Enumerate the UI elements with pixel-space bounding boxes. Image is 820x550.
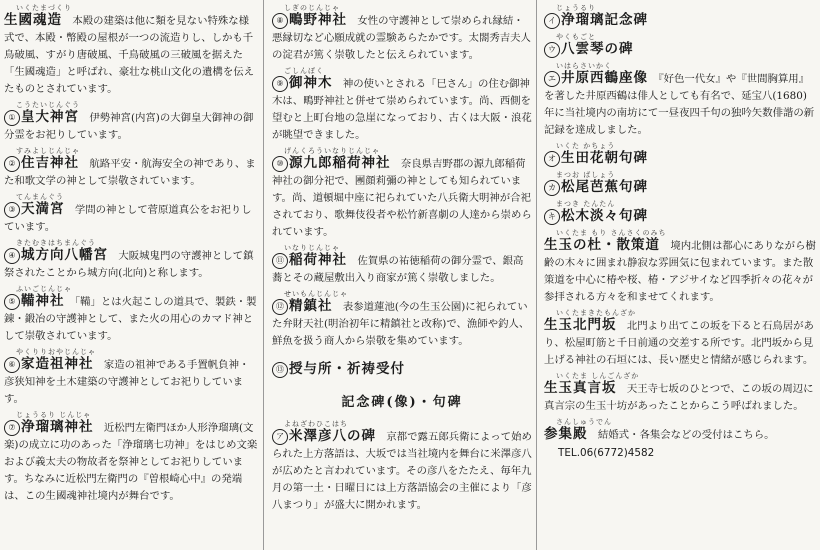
guide-entry [272, 353, 532, 379]
entry-description: 佐賀県の祐徳稲荷の御分霊で、銀高蕎とその蔵屋敷出入り商家が篤く崇敬しました。 [272, 255, 524, 284]
entry-name: 御神木 [289, 75, 333, 91]
entry-description: 境内北側は都心にありながら樹齢の木々に囲まれ静寂な雰囲気に包まれています。また散策道を中心に椿や桜、椿・アジサイなど四季折々の花々が参拝される方々を和ませてくれます。 [544, 240, 816, 303]
entry-name: 生玉北門坂 [544, 317, 617, 333]
entry-name: 生玉の杜・散策道 [544, 237, 660, 253]
entry-description: 大阪城鬼門の守護神として鎮祭されたことから城方向(北向)と称します。 [4, 250, 254, 279]
guide-entry [4, 4, 258, 98]
entry-reading: まつき たんたん [556, 200, 616, 208]
entry-reading: いなりじんじゃ [284, 244, 340, 252]
entry-name: 松木淡々句碑 [561, 208, 648, 224]
guide-entry [272, 4, 532, 64]
entry-number-badge: イ [544, 13, 560, 29]
entry-reading: げんくろういなりじんじゃ [284, 147, 380, 155]
entry-name: 授与所・祈祷受付 [289, 361, 405, 377]
entry-body [4, 356, 258, 408]
entry-name: 井原西鶴座像 [561, 70, 648, 86]
entry-body [272, 75, 532, 144]
entry-description: 表参道蓮池(今の生玉公園)に祀られていた弁財天社(明治初年に精鎮社と改称)で、漁師や釣人、鮮魚を扱う商人から崇敬を集めています。 [272, 301, 530, 347]
entry-reading: きたむきはちまんぐう [16, 239, 96, 247]
entry-body [544, 426, 816, 444]
entry-number-badge: ⑧ [272, 13, 288, 29]
guide-entry [4, 239, 258, 282]
entry-number-badge: ④ [4, 248, 20, 264]
entry-reading: すみよしじんじゃ [16, 147, 80, 155]
entry-name: 稲荷神社 [289, 252, 347, 268]
entry-body [4, 419, 258, 505]
entry-number-badge: キ [544, 209, 560, 225]
entry-number-badge: ⑨ [272, 76, 288, 92]
entry-number-badge: ① [4, 110, 20, 126]
entry-name: 鴫野神社 [289, 12, 347, 28]
entry-name: 生田花朝句碑 [561, 150, 648, 166]
guide-entry [544, 171, 816, 197]
entry-description: 京都で露五郎兵衛によって始められた上方落語は、大坂では当社境内を舞台に米澤彦八が広めたと言われています。その彦八をたたえ、毎年九月の第一土・日曜日には上方落語協会の主催により「彦八まつり」が盛大に開かれます。 [272, 431, 532, 511]
entry-reading: いくた かちょう [556, 142, 616, 150]
guide-entry [4, 147, 258, 190]
entry-name: 皇大神宮 [21, 109, 79, 125]
entry-name: 浄瑠璃記念碑 [561, 12, 648, 28]
entry-name: 参集殿 [544, 426, 588, 442]
entry-body [4, 247, 258, 282]
entry-description: 本殿の建築は他に類を見ない特殊な様式で、本殿・幣殿の屋根が一つの流造りし、しかも千鳥破風、すがり唐破風、千鳥破風の三破風を据えた「生國魂造」と呼ばれ、豪壮な桃山文化の遺構を伝えたものとされています。 [4, 15, 254, 95]
entry-number-badge: ⑪ [272, 253, 288, 269]
entry-description: 神の使いとされる「巳さん」の住む御神木は、鴫野神社と併せて崇められています。尚、西側を望むと上町台地の急崖になっており、古くは大阪・浪花が眺望できました。 [272, 78, 532, 141]
entry-reading: いはらさいかく [556, 62, 612, 70]
entry-body [544, 179, 816, 197]
entry-body [544, 70, 816, 139]
entry-reading: じょうるり [556, 4, 596, 12]
entry-name: 松尾芭蕉句碑 [561, 179, 648, 195]
guide-entry [272, 147, 532, 241]
entry-body [4, 155, 258, 190]
entry-body [272, 12, 532, 64]
entry-reading: しぎのじんじゃ [284, 4, 340, 12]
entry-reading: やくもごと [556, 33, 596, 41]
entry-body [4, 293, 258, 345]
entry-number-badge: ② [4, 156, 20, 172]
entry-body [272, 155, 532, 241]
entry-description: 航路平安・航海安全の神であり、また和歌文学の神として崇敬されています。 [4, 158, 256, 187]
entry-reading: ふいごじんじゃ [16, 285, 72, 293]
entry-body [544, 150, 816, 168]
guide-entry [272, 67, 532, 144]
entry-name: 鞴神社 [21, 293, 65, 309]
entry-body [544, 237, 816, 306]
guide-entry [544, 372, 816, 415]
entry-description: 結婚式・各集会などの受付はこちら。 [587, 429, 775, 441]
guide-entry [4, 101, 258, 144]
entry-description: 伊勢神宮(内宮)の大御皇大御神の御分霊をお祀りしています。 [4, 112, 254, 141]
entry-number-badge: ⑦ [4, 420, 20, 436]
entry-body [272, 428, 532, 514]
entry-description: 奈良県吉野郡の源九郎稲荷神社の御分祀で、團顔莉彌の神としても知られています。尚、道頓堀中座に祀られていた八兵衛大明神が合祀されており、歌舞伎役者や松竹新喜劇の人達から崇められています。 [272, 158, 532, 238]
column-right [540, 0, 820, 550]
entry-reading: さんしゅうでん [556, 418, 612, 426]
entry-body [4, 109, 258, 144]
entry-description: 学問の神として菅原道真公をお祀りしています。 [4, 204, 252, 233]
entry-name: 家造祖神社 [21, 356, 94, 372]
entry-reading: じょうるり じんじゃ [16, 411, 92, 419]
entry-body [4, 201, 258, 236]
entry-description: 『好色一代女』や『世間胸算用』を著した井原西鶴は俳人としても有名で、延宝八(1680)年に当社境内の南坊にて一昼夜四千句の独吟矢数俳諧の新記録を達成しました。 [544, 73, 815, 136]
guide-entry [544, 33, 816, 59]
entry-reading: ごしんぼく [284, 67, 324, 75]
entry-reading: よねざわひこはち [284, 420, 348, 428]
entry-number-badge: ⑤ [4, 294, 20, 310]
guide-entry [544, 142, 816, 168]
entry-reading: いくたまづくり [16, 4, 72, 12]
entry-name: 住吉神社 [21, 155, 79, 171]
guide-entry [544, 62, 816, 139]
entry-name: 生玉真言坂 [544, 380, 617, 396]
entry-number-badge: ア [272, 429, 288, 445]
column-left [0, 0, 262, 550]
entry-body [4, 12, 258, 98]
entry-number-badge: ⑫ [272, 299, 288, 315]
entry-name: 天満宮 [21, 201, 65, 217]
entry-number-badge: ⑬ [272, 362, 288, 378]
guide-entry [544, 4, 816, 30]
entry-reading: まつお ばしょう [556, 171, 616, 179]
section-heading: 記念碑(像)・句碑 [341, 395, 463, 410]
entry-number-badge: ⑥ [4, 357, 20, 373]
guide-entry [272, 420, 532, 514]
entry-body [272, 361, 532, 379]
entry-number-badge: ウ [544, 42, 560, 58]
entry-number-badge: エ [544, 71, 560, 87]
entry-body [544, 317, 816, 369]
entry-body [272, 252, 532, 287]
column-divider [263, 0, 264, 550]
entry-name: 精鎮社 [289, 298, 333, 314]
entry-body [544, 12, 816, 30]
entry-reading: いくたま もり さんさくのみち [556, 229, 667, 237]
entry-body [272, 298, 532, 350]
guide-entry [4, 348, 258, 408]
entry-description: 女性の守護神として崇められ縁結・悪縁切など心願成就の霊験あらたかです。太閤秀吉夫人の淀君が篤く崇敬したと伝えられています。 [272, 15, 531, 61]
entry-description: 北門より出てこの坂を下ると石鳥居があり、松屋町筋と千日前通の交差する所です。北門坂から見上げる神社の石垣には、長い歴史と情緒が感じられます。 [544, 320, 814, 366]
entry-reading: こうたいじんぐう [16, 101, 80, 109]
telephone-number: TEL.06(6772)4582 [558, 447, 655, 459]
entry-body [544, 41, 816, 59]
entry-name: 生國魂造 [4, 12, 62, 28]
guide-entry [272, 290, 532, 350]
entry-name: 八雲琴の碑 [561, 41, 634, 57]
entry-reading [272, 353, 532, 361]
entry-description: 近松門左衛門ほか人形浄瑠璃(文楽)の成立に功のあった「浄瑠璃七功神」をはじめ文楽および義太夫の物故者を祭神としてお祀りしています。ちなみに近松門左衛門の『曽根崎心中』の発端は、この生國魂神社境内が舞台です。 [4, 422, 258, 502]
entry-description: 天王寺七坂のひとつで、この坂の周辺に真言宗の生玉十坊があったことからこう呼ばれました。 [544, 383, 814, 412]
guide-entry [4, 193, 258, 236]
entry-reading: いくたまきたもんざか [556, 309, 636, 317]
guide-entry [4, 411, 258, 505]
guide-entry [544, 418, 816, 444]
column-middle [268, 0, 536, 550]
guide-entry [272, 244, 532, 287]
entry-name: 米澤彦八の碑 [289, 428, 376, 444]
entry-description: 家造の祖神である手置帆負神・彦狭知神を土木建築の守護神としてお祀りしています。 [4, 359, 250, 405]
entry-reading: やくりりおやじんじゃ [16, 348, 96, 356]
entry-body [544, 208, 816, 226]
entry-number-badge: カ [544, 180, 560, 196]
column-divider [536, 0, 537, 550]
entry-reading: せいもんじんじゃ [284, 290, 348, 298]
guide-entry [4, 285, 258, 345]
entry-number-badge: オ [544, 151, 560, 167]
entry-number-badge: ⑩ [272, 156, 288, 172]
guide-entry [544, 309, 816, 369]
entry-name: 浄瑠璃神社 [21, 419, 94, 435]
guide-entry [544, 200, 816, 226]
entry-description: 「鞴」とは火起こしの道具で、製鉄・製錬・鍛冶の守護神として、また火の用心のカマド神として崇敬されています。 [4, 296, 257, 342]
guide-entry [544, 229, 816, 306]
entry-reading: てんまんぐう [16, 193, 64, 201]
entry-name: 城方向八幡宮 [21, 247, 108, 263]
entry-name: 源九郎稲荷神社 [289, 155, 391, 171]
entry-reading: いくたま しんごんざか [556, 372, 640, 380]
entry-body [544, 380, 816, 415]
entry-number-badge: ③ [4, 202, 20, 218]
